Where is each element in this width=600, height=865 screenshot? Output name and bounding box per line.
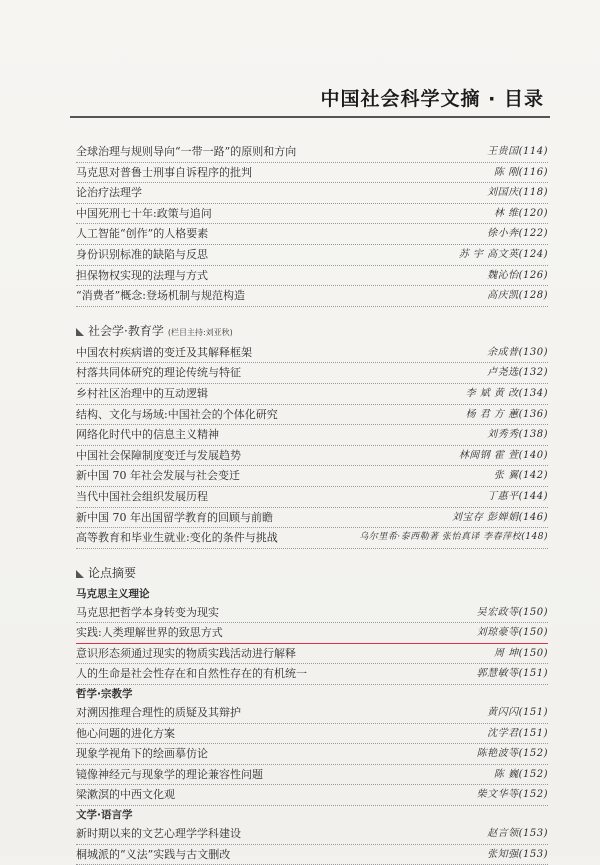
- entry-author: 李 斌 黄 改(134): [465, 387, 548, 399]
- entry-title: 人的生命是社会性存在和自然性存在的有机统一: [76, 667, 307, 681]
- toc-entry[interactable]: [76, 785, 548, 806]
- spacer: [76, 307, 548, 313]
- entry-author: 林 维(120): [493, 207, 548, 219]
- entry-title: 身份识别标准的缺陷与反思: [76, 247, 208, 261]
- subsection-heading: 文学·语言学: [76, 809, 133, 822]
- entry-title: 乡村社区治理中的互动逻辑: [76, 386, 208, 400]
- toc-entry[interactable]: [76, 603, 548, 624]
- triangle-marker-icon: [76, 328, 84, 336]
- entry-title: 梁漱溟的中西文化观: [76, 788, 175, 802]
- toc-entry[interactable]: [76, 286, 548, 307]
- entry-author: 高庆凯(128): [487, 290, 548, 302]
- section-heading: [76, 561, 548, 585]
- toc-entry[interactable]: [76, 664, 548, 685]
- entry-author: 乌尔里希·泰西勒著 张怡真译 李春萍校(148): [359, 532, 548, 543]
- entry-title: 桐城派的“义法”实践与古文删改: [76, 847, 231, 861]
- toc-entry[interactable]: [76, 824, 548, 845]
- entry-author: 陈 巍(152): [493, 768, 548, 780]
- entry-author: 刘琼豪等(150): [476, 627, 548, 639]
- entry-title: 他心问题的进化方案: [76, 726, 175, 740]
- entry-title: 高等教育和毕业生就业:变化的条件与挑战: [76, 531, 278, 545]
- toc-entry[interactable]: [76, 142, 548, 163]
- entry-author: 黄闪闪(151): [487, 707, 548, 719]
- entry-title: 新时期以来的文艺心理学学科建设: [76, 827, 241, 841]
- entry-title: 对溯因推理合理性的质疑及其辩护: [76, 706, 241, 720]
- toc-entry[interactable]: [76, 363, 548, 384]
- entry-author: 吴宏政等(150): [476, 606, 548, 618]
- entry-author: 周 坤(150): [493, 647, 548, 659]
- entry-title: 村落共同体研究的理论传统与特征: [76, 366, 241, 380]
- entry-author: 丁惠平(144): [487, 490, 548, 502]
- law-section: [76, 142, 548, 307]
- entry-title: 中国死刑七十年:政策与追问: [76, 206, 212, 220]
- entry-author: 张 翼(142): [493, 470, 548, 482]
- entry-author: 赵言领(153): [487, 828, 548, 840]
- entry-author: 魏沁怡(126): [487, 269, 548, 281]
- toc-entry[interactable]: [76, 744, 548, 765]
- entry-author: 刘宝存 彭婵娟(146): [451, 511, 548, 523]
- toc-entry[interactable]: [76, 405, 548, 426]
- toc-entry[interactable]: [76, 644, 548, 665]
- entry-title: 现象学视角下的绘画摹仿论: [76, 747, 208, 761]
- page-title: 中国社会科学文摘 · 目录: [320, 88, 544, 110]
- entry-title: 中国社会保障制度变迁与发展趋势: [76, 448, 241, 462]
- entry-author: 林闽钢 霍 萱(140): [458, 449, 548, 461]
- entry-title: 结构、文化与场域:中国社会的个体化研究: [76, 407, 278, 421]
- entry-author: 杨 君 方 蕙(136): [465, 408, 548, 420]
- entry-title: 中国农村疾病谱的变迁及其解释框架: [76, 345, 252, 359]
- page-header: [70, 78, 550, 118]
- entry-title: 人工智能“创作”的人格要素: [76, 227, 209, 241]
- entry-author: 王贵国(114): [487, 146, 548, 157]
- toc-entry[interactable]: [76, 163, 548, 184]
- entry-author: 沈学君(151): [487, 727, 548, 739]
- toc-entry[interactable]: [76, 343, 548, 364]
- entry-title: 镜像神经元与现象学的理论兼容性问题: [76, 767, 263, 781]
- toc-entry[interactable]: [76, 508, 548, 529]
- section-title: 社会学·教育学: [88, 323, 164, 338]
- subsection-heading: 哲学·宗教学: [76, 688, 133, 701]
- toc-entry[interactable]: [76, 183, 548, 204]
- toc-entry-highlighted[interactable]: [76, 623, 548, 644]
- entry-title: 实践:人类理解世界的致思方式: [76, 626, 223, 640]
- entry-title: 马克思把哲学本身转变为现实: [76, 605, 219, 619]
- entry-title: 意识形态须通过现实的物质实践活动进行解释: [76, 646, 296, 660]
- toc-entry[interactable]: [76, 245, 548, 266]
- entry-title: 网络化时代中的信息主义精神: [76, 428, 219, 442]
- toc-entry[interactable]: [76, 528, 548, 549]
- table-of-contents: [76, 142, 548, 865]
- toc-entry[interactable]: [76, 425, 548, 446]
- toc-entry[interactable]: [76, 266, 548, 287]
- toc-entry[interactable]: [76, 703, 548, 724]
- sociology-section: [76, 319, 548, 549]
- entry-author: 陈艳波等(152): [476, 748, 548, 760]
- header-rule: [70, 116, 550, 118]
- toc-entry[interactable]: [76, 384, 548, 405]
- entry-author: 卢尧选(132): [487, 367, 548, 379]
- entry-author: 徐小奔(122): [487, 228, 548, 240]
- entry-author: 郭慧敏等(151): [476, 668, 548, 680]
- section-title: 论点摘要: [88, 565, 137, 580]
- abstracts-section: [76, 561, 548, 865]
- triangle-marker-icon: [76, 570, 84, 578]
- entry-title: 新中国 70 年社会发展与社会变迁: [76, 469, 240, 483]
- section-editor-note: (栏目主持:刘亚秋): [167, 327, 233, 337]
- toc-entry[interactable]: [76, 765, 548, 786]
- entry-title: 论治疗法理学: [76, 186, 142, 200]
- entry-author: 陈 刚(116): [493, 166, 548, 178]
- entry-title: 新中国 70 年出国留学教育的回顾与前瞻: [76, 510, 273, 524]
- entry-title: 马克思对普鲁士刑事自诉程序的批判: [76, 165, 252, 179]
- entry-title: 担保物权实现的法理与方式: [76, 268, 208, 282]
- entry-author: 苏 宇 高文英(124): [458, 248, 548, 260]
- entry-author: 柴文华等(152): [476, 789, 548, 801]
- toc-entry[interactable]: [76, 487, 548, 508]
- toc-entry[interactable]: [76, 224, 548, 245]
- entry-title: “消费者”概念:登场机制与规范构造: [76, 289, 245, 303]
- entry-author: 刘秀秀(138): [487, 429, 548, 441]
- spacer: [76, 549, 548, 555]
- entry-author: 张知强(153): [487, 848, 548, 860]
- toc-entry[interactable]: [76, 204, 548, 225]
- toc-entry[interactable]: [76, 845, 548, 865]
- entry-author: 余成普(130): [487, 346, 548, 358]
- entry-title: 全球治理与规则导向“一带一路”的原则和方向: [76, 145, 297, 158]
- toc-entry[interactable]: [76, 724, 548, 745]
- entry-title: 当代中国社会组织发展历程: [76, 489, 208, 503]
- section-heading: [76, 319, 548, 343]
- toc-entry[interactable]: [76, 466, 548, 487]
- subsection-heading: 马克思主义理论: [76, 587, 150, 600]
- entry-author: 刘国庆(118): [487, 187, 548, 199]
- toc-entry[interactable]: [76, 446, 548, 467]
